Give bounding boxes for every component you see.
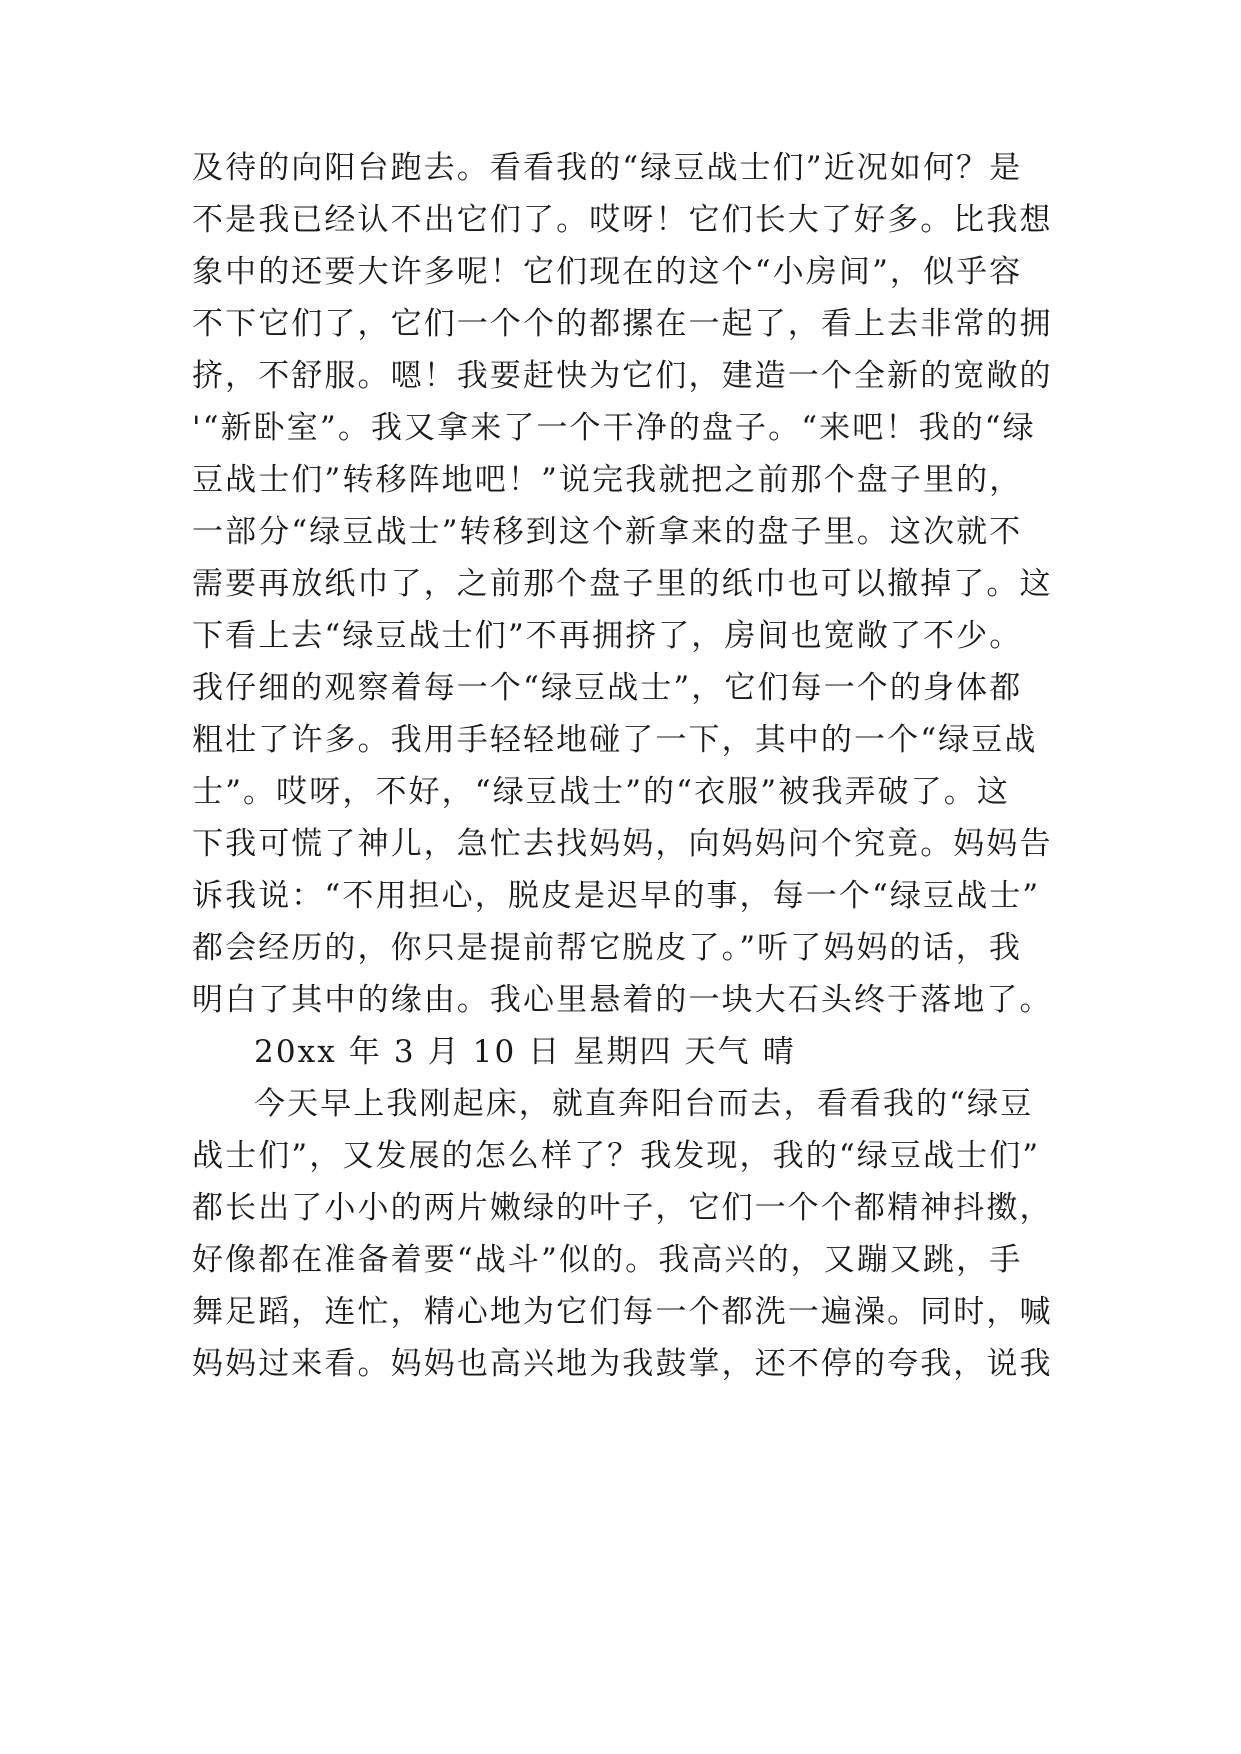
- text-line: 象中的还要大许多呢！它们现在的这个“小房间”，似乎容: [192, 254, 1023, 290]
- text-line: 都长出了小小的两片嫩绿的叶子，它们一个个都精神抖擞，: [192, 1190, 1053, 1226]
- text-line: 战士们”，又发展的怎么样了？我发现，我的“绿豆战士们”: [192, 1138, 1041, 1174]
- text-line: 一部分“绿豆战士”转移到这个新拿来的盘子里。这次就不: [192, 514, 1023, 550]
- text-line: 豆战士们”转移阵地吧！”说完我就把之前那个盘子里的，: [192, 462, 1023, 498]
- text-line: 诉我说：“不用担心，脱皮是迟早的事，每一个“绿豆战士”: [192, 878, 1041, 914]
- text-line: 下我可慌了神儿，急忙去找妈妈，向妈妈问个究竟。妈妈告: [192, 826, 1053, 862]
- text-line: 需要再放纸巾了，之前那个盘子里的纸巾也可以撤掉了。这: [192, 566, 1053, 602]
- text-line: 不下它们了，它们一个个的都摞在一起了，看上去非常的拥: [192, 306, 1053, 342]
- paragraph-first-line: 今天早上我刚起床，就直奔阳台而去，看看我的“绿豆: [254, 1086, 1034, 1122]
- diary-date-line: 20xx 年 3 月 10 日 星期四 天气 晴: [254, 1034, 796, 1070]
- text-line: 下看上去“绿豆战士们”不再拥挤了，房间也宽敞了不少。: [192, 618, 1023, 654]
- text-line: 粗壮了许多。我用手轻轻地碰了一下，其中的一个“绿豆战: [192, 722, 1038, 758]
- text-line: 都会经历的，你只是提前帮它脱皮了。”听了妈妈的话，我: [192, 930, 1022, 966]
- text-line: 不是我已经认不出它们了。哎呀！它们长大了好多。比我想: [192, 202, 1053, 238]
- text-line: 好像都在准备着要“战斗”似的。我高兴的，又蹦又跳，手: [192, 1242, 1023, 1278]
- text-line: 妈妈过来看。妈妈也高兴地为我鼓掌，还不停的夸我，说我: [192, 1346, 1053, 1382]
- text-line: 士”。哎呀，不好，“绿豆战士”的“衣服”被我弄破了。这: [192, 774, 1010, 810]
- text-line: 明白了其中的缘由。我心里悬着的一块大石头终于落地了。: [192, 982, 1053, 1018]
- text-line: 及待的向阳台跑去。看看我的“绿豆战士们”近况如何？是: [192, 150, 1023, 186]
- text-line: 舞足蹈，连忙，精心地为它们每一个都洗一遍澡。同时，喊: [192, 1294, 1053, 1330]
- text-line: '“新卧室”。我又拿来了一个干净的盘子。“来吧！我的“绿: [192, 410, 1036, 446]
- text-line: 挤，不舒服。嗯！我要赶快为它们，建造一个全新的宽敞的: [192, 358, 1053, 394]
- text-line: 我仔细的观察着每一个“绿豆战士”，它们每一个的身体都: [192, 670, 1023, 706]
